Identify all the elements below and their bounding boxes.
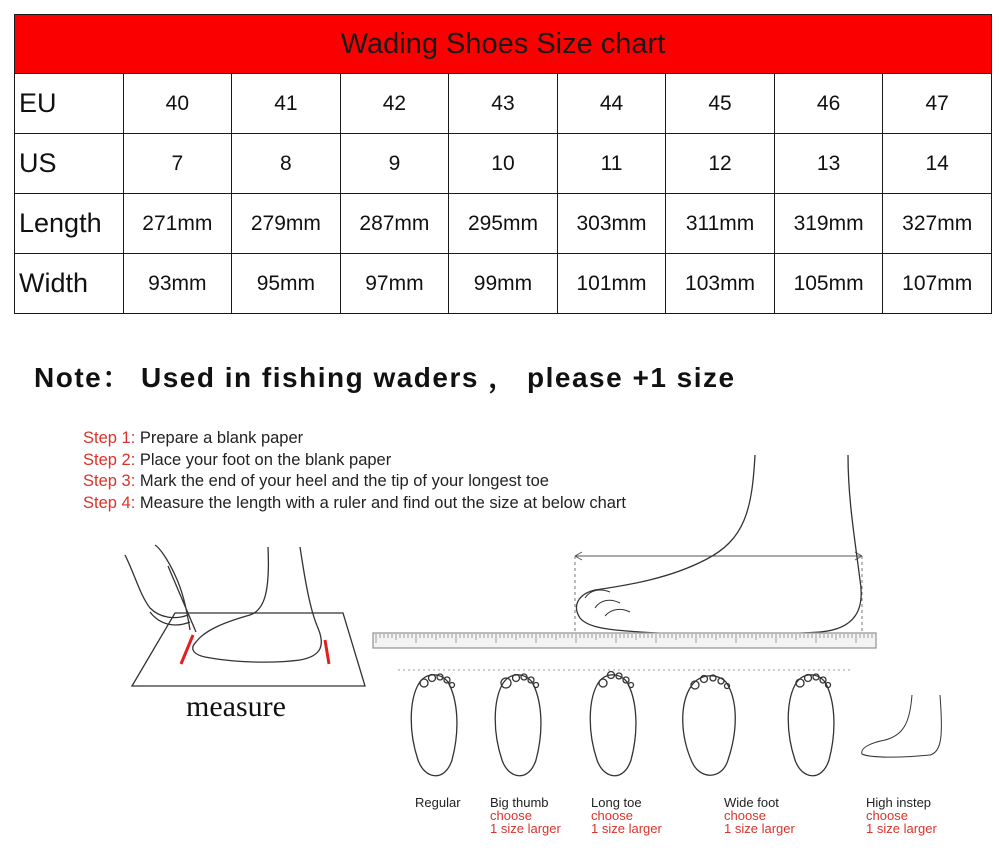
table-cell: 93mm	[123, 254, 232, 314]
size-note: Note： Used in fishing waders ， please +1 size	[34, 362, 736, 393]
table-cell: 41	[232, 74, 341, 134]
table-cell: 105mm	[774, 254, 883, 314]
paper-sheet	[132, 613, 365, 686]
step-text: Prepare a blank paper	[135, 429, 304, 447]
table-row-length	[15, 194, 992, 254]
table-cell: 45	[666, 74, 775, 134]
foot-type-name: Big thumb	[490, 795, 549, 810]
foot-type-name: Wide foot	[724, 795, 779, 810]
foot-caption-regular	[415, 796, 461, 809]
foot-type-name: Regular	[415, 795, 461, 810]
foot-caption-wide-foot	[724, 796, 795, 835]
foot-big-thumb-drawing	[495, 674, 541, 776]
foot-type-name: High instep	[866, 795, 932, 810]
size-chart-table	[14, 14, 992, 314]
table-cell: 295mm	[449, 194, 558, 254]
measuring-steps	[83, 428, 626, 514]
choose-text: choose	[591, 808, 633, 823]
foot-type-name: Long toe	[591, 795, 642, 810]
step-4	[83, 493, 626, 515]
choose-text: choose	[490, 808, 532, 823]
foot-caption-big-thumb	[490, 796, 561, 835]
row-label: Length	[15, 194, 124, 254]
foot-caption-high-instep	[866, 796, 937, 835]
table-cell: 327mm	[883, 194, 992, 254]
step-text: Measure the length with a ruler and find out the size at below chart	[135, 493, 626, 512]
size-advice: 1 size larger	[490, 821, 561, 836]
foot-wide-drawing	[683, 675, 736, 775]
toe-mark	[181, 635, 193, 664]
table-cell: 303mm	[557, 194, 666, 254]
row-label: Width	[15, 254, 124, 314]
step-text: Mark the end of your heel and the tip of your longest toe	[135, 472, 549, 490]
choose-text: choose	[724, 808, 766, 823]
table-cell: 40	[123, 74, 232, 134]
step-number: Step 1:	[83, 429, 136, 447]
table-row-width	[15, 254, 992, 314]
step-3	[83, 471, 626, 493]
table-cell: 311mm	[666, 194, 775, 254]
table-cell: 12	[666, 134, 775, 194]
row-label: EU	[15, 74, 124, 134]
table-cell: 13	[774, 134, 883, 194]
step-1	[83, 428, 626, 450]
foot-long-toe-drawing	[590, 672, 636, 776]
length-arrow	[575, 552, 862, 560]
row-label: US	[15, 134, 124, 194]
size-advice: 1 size larger	[724, 821, 795, 836]
table-cell: 8	[232, 134, 341, 194]
size-advice: 1 size larger	[591, 821, 662, 836]
table-row-eu	[15, 74, 992, 134]
table-cell: 46	[774, 74, 883, 134]
table-cell: 10	[449, 134, 558, 194]
size-chart-title: Wading Shoes Size chart	[15, 15, 992, 74]
foot-caption-long-toe	[591, 796, 662, 835]
table-cell: 7	[123, 134, 232, 194]
table-cell: 42	[340, 74, 449, 134]
table-cell: 101mm	[557, 254, 666, 314]
table-cell: 99mm	[449, 254, 558, 314]
step-number: Step 3:	[83, 472, 136, 490]
leg-foot-drawing	[193, 547, 322, 662]
measure-label: measure	[186, 690, 286, 723]
table-cell: 44	[557, 74, 666, 134]
step-text: Place your foot on the blank paper	[135, 450, 392, 469]
table-cell: 103mm	[666, 254, 775, 314]
table-cell: 9	[340, 134, 449, 194]
table-cell: 43	[449, 74, 558, 134]
step-number: Step 2:	[83, 450, 136, 469]
hand-pencil-drawing	[125, 545, 196, 632]
table-cell: 95mm	[232, 254, 341, 314]
table-cell: 47	[883, 74, 992, 134]
table-row-us	[15, 134, 992, 194]
step-2	[83, 450, 626, 472]
table-cell: 97mm	[340, 254, 449, 314]
choose-text: choose	[866, 808, 908, 823]
table-cell: 287mm	[340, 194, 449, 254]
table-cell: 279mm	[232, 194, 341, 254]
step-number: Step 4:	[83, 493, 136, 512]
table-cell: 14	[883, 134, 992, 194]
table-cell: 319mm	[774, 194, 883, 254]
foot-regular-drawing	[411, 674, 457, 776]
table-cell: 271mm	[123, 194, 232, 254]
table-cell: 107mm	[883, 254, 992, 314]
heel-mark	[325, 640, 329, 664]
ruler	[373, 633, 876, 648]
size-advice: 1 size larger	[866, 821, 937, 836]
table-cell: 11	[557, 134, 666, 194]
foot-high-instep-drawing	[788, 674, 941, 776]
